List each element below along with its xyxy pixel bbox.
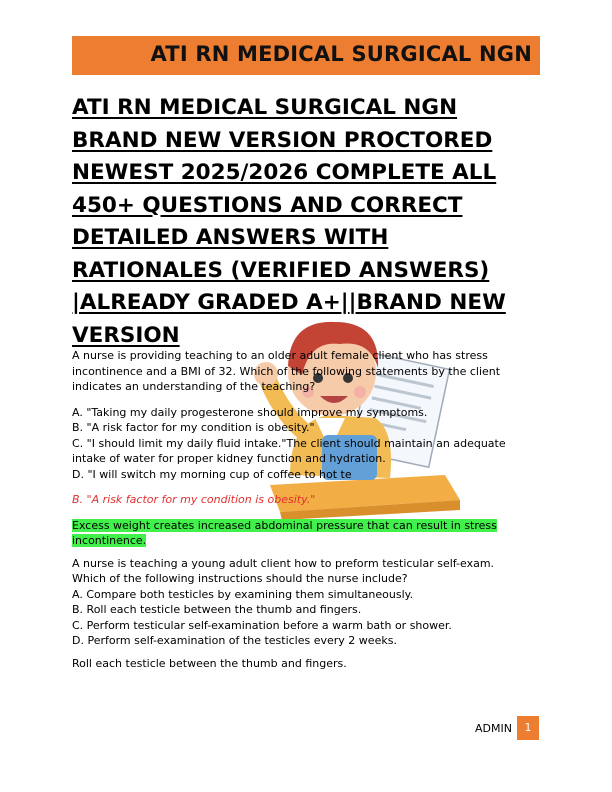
banner-title: ATI RN MEDICAL SURGICAL NGN xyxy=(150,42,532,66)
question-2-answer: Roll each testicle between the thumb and fingers. xyxy=(72,656,347,670)
question-1-answer: B. "A risk factor for my condition is obesity." xyxy=(72,493,316,506)
question-2-option-d: D. Perform self-examination of the testicles every 2 weeks. xyxy=(72,634,397,647)
document-title: ATI RN MEDICAL SURGICAL NGN BRAND NEW VERSION PROCTORED NEWEST 2025/2026 COMPLETE ALL 450+ QUESTIONS AND CORRECT DETAILED ANSWERS WITH RATIONALES (VERIFIED ANSWERS) |ALREADY GRADED A+||BRAND NEW VERSION xyxy=(72,95,506,348)
question-2-option-a: A. Compare both testicles by examining them simultaneously. xyxy=(72,587,414,601)
question-content xyxy=(72,348,522,671)
question-1-option-c: C. "I should limit my daily fluid intake."The client should maintain an adequate intake of water for proper kidney function and hydration. xyxy=(72,436,506,465)
question-1-option-b: B. "A risk factor for my condition is obesity." xyxy=(72,421,315,434)
question-2-stem: A nurse is teaching a young adult client how to preform testicular self-exam. Which of the following instructions should the nurse include? xyxy=(72,556,495,585)
footer-author: ADMIN xyxy=(475,722,512,735)
question-2-option-b: B. Roll each testicle between the thumb and fingers. xyxy=(72,603,362,616)
question-1-stem: A nurse is providing teaching to an older adult female client who has stress incontinence and a BMI of 32. Which of the following statements by the client indicates an understanding of the teaching? xyxy=(72,349,501,393)
header-banner xyxy=(72,36,540,75)
page-number-badge: 1 xyxy=(517,716,539,740)
question-1-rationale: Excess weight creates increased abdominal pressure that can result in stress incontinence. xyxy=(72,518,497,547)
question-1-option-a: A. "Taking my daily progesterone should improve my symptoms. xyxy=(72,405,428,419)
question-1-option-d: D. "I will switch my morning cup of coffee to hot te xyxy=(72,467,352,481)
question-2-option-c: C. Perform testicular self-examination before a warm bath or shower. xyxy=(72,618,452,632)
